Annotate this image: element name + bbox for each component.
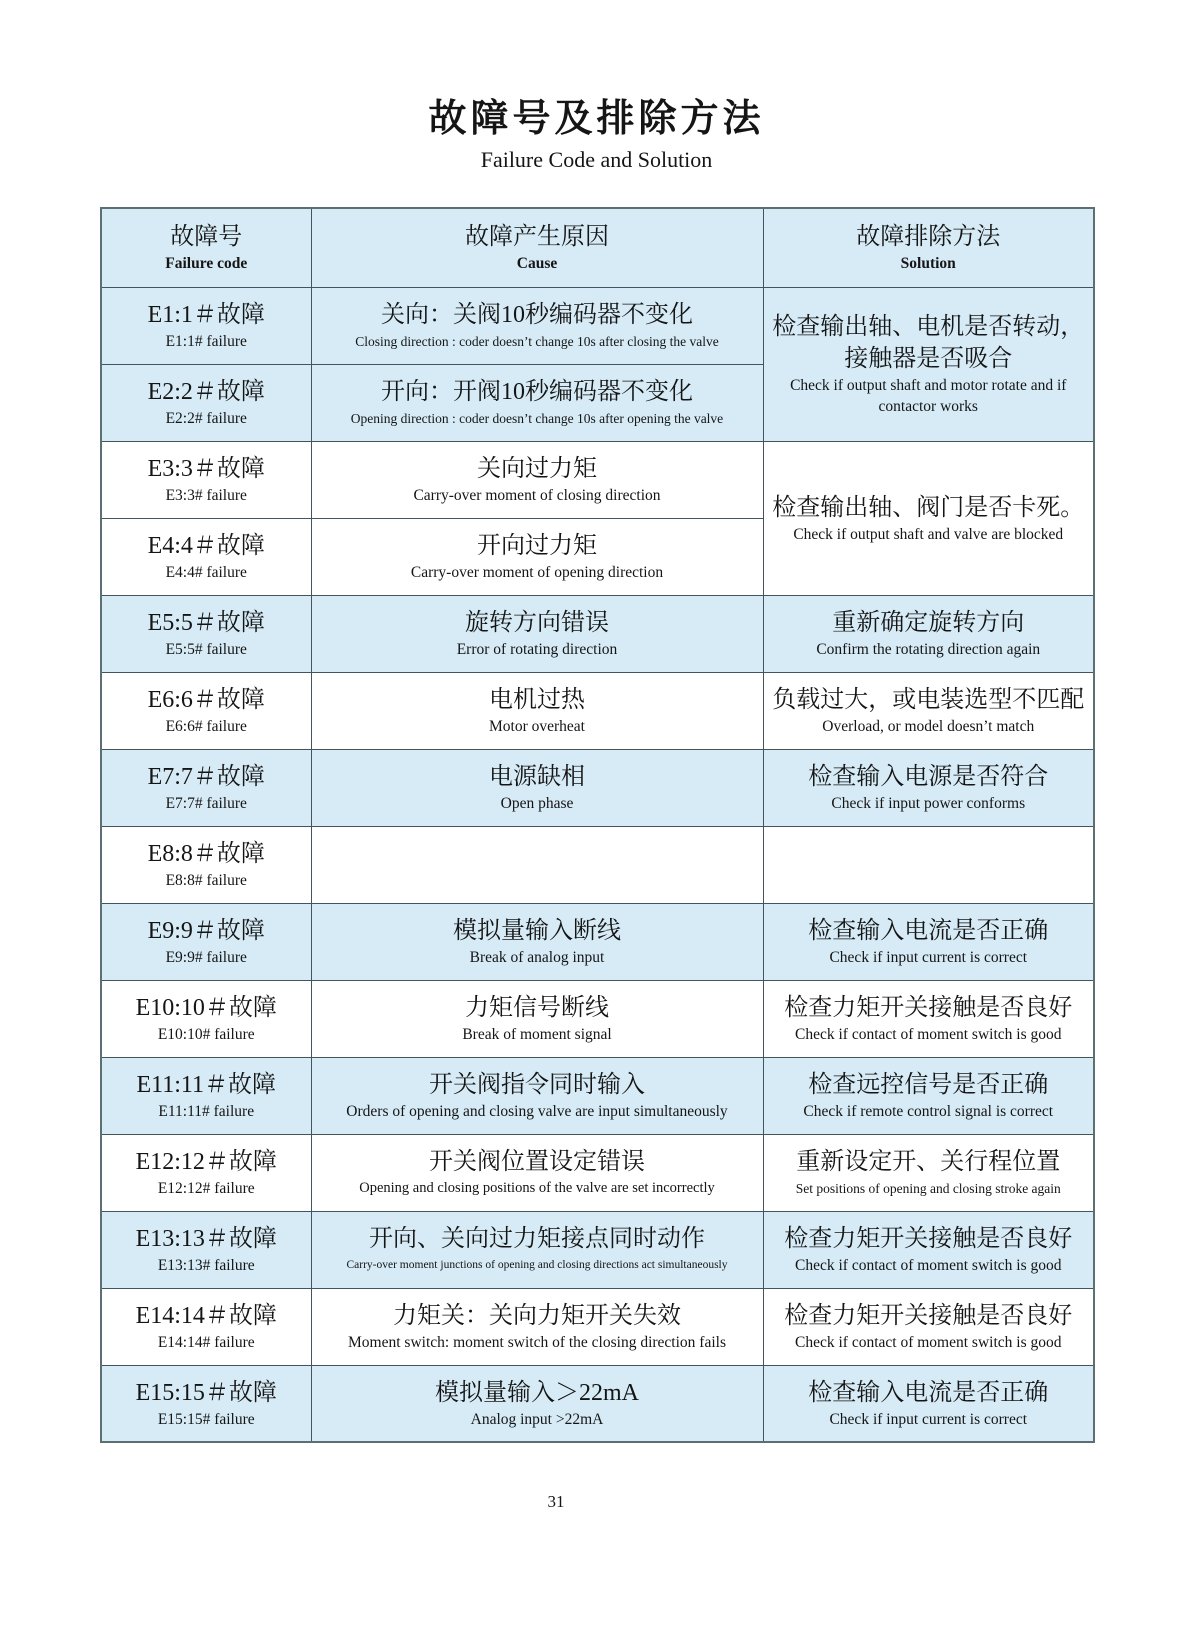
cause-cell <box>311 287 763 364</box>
solution-cell-empty <box>763 826 1094 903</box>
code-en: E9:9# failure <box>165 949 247 966</box>
code-zh: E8:8＃故障 <box>147 841 265 867</box>
code-cell <box>101 903 311 980</box>
code-zh: E6:6＃故障 <box>147 687 265 713</box>
solution-zh: 检查输出轴、阀门是否卡死。 <box>772 494 1085 521</box>
cause-zh: 开关阀位置设定错误 <box>429 1149 645 1175</box>
solution-cell-merged-e3-e4 <box>763 441 1094 595</box>
cause-en: Opening direction : coder doesn’t change 10s after opening the valve <box>350 411 724 426</box>
code-zh: E14:14＃故障 <box>135 1303 277 1329</box>
header-failure-code-en: Failure code <box>165 255 248 273</box>
cause-en: Analog input >22mA <box>470 1410 604 1428</box>
table-row-e6 <box>101 672 1094 749</box>
solution-zh: 检查输入电流是否正确 <box>808 918 1049 944</box>
cause-cell <box>311 903 763 980</box>
code-en: E13:13# failure <box>157 1257 255 1274</box>
cause-en: Moment switch: moment switch of the closing direction fails <box>348 1334 726 1351</box>
cause-zh: 开向：开阀10秒编码器不变化 <box>381 379 693 405</box>
code-zh: E9:9＃故障 <box>147 918 265 944</box>
code-cell <box>101 518 311 595</box>
table-row-e12 <box>101 1134 1094 1211</box>
cause-zh: 模拟量输入＞22mA <box>435 1379 639 1406</box>
code-cell <box>101 441 311 518</box>
code-cell <box>101 1288 311 1365</box>
code-cell <box>101 980 311 1057</box>
code-en: E3:3# failure <box>165 487 247 504</box>
cause-cell <box>311 518 763 595</box>
cause-zh: 关向过力矩 <box>477 456 597 482</box>
code-zh: E1:1＃故障 <box>147 302 265 328</box>
code-zh: E4:4＃故障 <box>147 533 265 559</box>
header-solution-en: Solution <box>900 255 956 273</box>
page-title-en: Failure Code and Solution <box>480 147 713 172</box>
table-row-e10 <box>101 980 1094 1057</box>
cause-zh: 关向：关阀10秒编码器不变化 <box>381 302 693 328</box>
cause-cell <box>311 441 763 518</box>
code-zh: E10:10＃故障 <box>135 995 277 1021</box>
code-en: E1:1# failure <box>165 333 247 350</box>
cause-en: Error of rotating direction <box>456 641 618 658</box>
cause-zh: 模拟量输入断线 <box>453 918 621 944</box>
header-failure-code-zh: 故障号 <box>170 224 243 251</box>
code-zh: E7:7＃故障 <box>147 764 265 790</box>
cause-zh: 电源缺相 <box>489 764 585 790</box>
solution-en: Check if remote control signal is correct <box>803 1103 1054 1120</box>
solution-cell <box>763 1057 1094 1134</box>
solution-zh: 检查力矩开关接触是否良好 <box>784 1226 1073 1252</box>
table-header-row <box>101 208 1094 287</box>
code-zh: E15:15＃故障 <box>135 1379 277 1406</box>
cause-cell <box>311 672 763 749</box>
table-row-e8 <box>101 826 1094 903</box>
cause-cell <box>311 749 763 826</box>
cause-en: Opening and closing positions of the valve are set incorrectly <box>359 1180 715 1196</box>
cause-zh: 电机过热 <box>489 687 585 713</box>
solution-zh: 重新设定开、关行程位置 <box>796 1149 1061 1175</box>
code-cell <box>101 672 311 749</box>
code-cell <box>101 595 311 672</box>
code-zh: E3:3＃故障 <box>147 456 265 482</box>
table-row-e3 <box>101 441 1094 518</box>
solution-zh: 检查输出轴、电机是否转动，接触器是否吸合 <box>772 314 1085 372</box>
table-row-e14 <box>101 1288 1094 1365</box>
solution-cell <box>763 1134 1094 1211</box>
code-en: E2:2# failure <box>165 410 247 427</box>
cause-cell <box>311 595 763 672</box>
code-en: E15:15# failure <box>157 1410 255 1428</box>
code-cell <box>101 1057 311 1134</box>
cause-en: Closing direction : coder doesn’t change 10s after closing the valve <box>355 334 719 349</box>
code-en: E8:8# failure <box>165 872 247 889</box>
header-cause <box>311 208 763 287</box>
code-cell <box>101 826 311 903</box>
solution-en: Check if output shaft and valve are blocked <box>793 525 1064 543</box>
table-row-e9 <box>101 903 1094 980</box>
code-zh: E2:2＃故障 <box>147 379 265 405</box>
page-title-zh: 故障号及排除方法 <box>428 98 765 140</box>
header-cause-en: Cause <box>516 255 558 273</box>
solution-cell <box>763 595 1094 672</box>
cause-zh: 开关阀指令同时输入 <box>429 1072 645 1098</box>
cause-en: Break of moment signal <box>462 1026 612 1043</box>
solution-zh: 检查输入电流是否正确 <box>808 1379 1049 1406</box>
code-cell <box>101 749 311 826</box>
solution-cell <box>763 1365 1094 1442</box>
solution-zh: 重新确定旋转方向 <box>832 610 1025 636</box>
cause-cell <box>311 980 763 1057</box>
solution-en: Check if output shaft and motor rotate and if contactor works <box>790 377 1067 415</box>
cause-en: Carry-over moment of closing direction <box>413 487 661 504</box>
cause-zh: 力矩信号断线 <box>465 995 609 1021</box>
table-row-e13 <box>101 1211 1094 1288</box>
table-row-e7 <box>101 749 1094 826</box>
code-zh: E5:5＃故障 <box>147 610 265 636</box>
cause-en: Motor overheat <box>489 718 585 735</box>
solution-en: Set positions of opening and closing stroke again <box>795 1181 1061 1196</box>
table-row-e5 <box>101 595 1094 672</box>
solution-cell <box>763 980 1094 1057</box>
page-header <box>100 96 1093 174</box>
table-row-e1 <box>101 287 1094 364</box>
cause-cell-empty <box>311 826 763 903</box>
cause-zh: 力矩关：关向力矩开关失效 <box>393 1303 681 1329</box>
cause-cell <box>311 1211 763 1288</box>
code-en: E14:14# failure <box>157 1334 255 1351</box>
cause-zh: 开向、关向过力矩接点同时动作 <box>369 1226 705 1252</box>
table-row-e15 <box>101 1365 1094 1442</box>
cause-cell <box>311 364 763 441</box>
header-solution-zh: 故障排除方法 <box>856 224 1001 251</box>
header-solution <box>763 208 1094 287</box>
code-zh: E12:12＃故障 <box>135 1149 277 1175</box>
solution-en: Confirm the rotating direction again <box>816 641 1041 658</box>
solution-cell <box>763 1288 1094 1365</box>
solution-zh: 检查力矩开关接触是否良好 <box>784 995 1073 1021</box>
solution-zh: 检查远控信号是否正确 <box>808 1072 1049 1098</box>
cause-cell <box>311 1288 763 1365</box>
cause-en: Carry-over moment junctions of opening and closing directions act simultaneously <box>346 1259 728 1271</box>
solution-en: Check if input current is correct <box>829 949 1028 966</box>
code-cell <box>101 1365 311 1442</box>
table-row-e11 <box>101 1057 1094 1134</box>
code-zh: E13:13＃故障 <box>135 1226 277 1252</box>
cause-cell <box>311 1134 763 1211</box>
failure-code-table <box>100 207 1095 1443</box>
solution-en: Check if input current is correct <box>829 1410 1028 1428</box>
cause-zh: 旋转方向错误 <box>465 610 609 636</box>
code-en: E12:12# failure <box>157 1180 255 1197</box>
solution-cell <box>763 1211 1094 1288</box>
cause-en: Open phase <box>500 795 574 812</box>
code-en: E7:7# failure <box>165 795 247 812</box>
solution-en: Overload, or model doesn’t match <box>822 718 1035 735</box>
solution-cell <box>763 749 1094 826</box>
code-en: E5:5# failure <box>165 641 247 658</box>
cause-cell <box>311 1057 763 1134</box>
code-zh: E11:11＃故障 <box>136 1072 277 1098</box>
code-cell <box>101 287 311 364</box>
solution-cell-merged-e1-e2 <box>763 287 1094 441</box>
solution-en: Check if contact of moment switch is good <box>795 1026 1062 1043</box>
cause-en: Break of analog input <box>469 949 605 966</box>
solution-zh: 负载过大，或电装选型不匹配 <box>772 687 1085 713</box>
code-cell <box>101 1211 311 1288</box>
solution-zh: 检查输入电源是否符合 <box>808 764 1049 790</box>
cause-cell <box>311 1365 763 1442</box>
solution-cell <box>763 672 1094 749</box>
code-cell <box>101 1134 311 1211</box>
code-en: E6:6# failure <box>165 718 247 735</box>
solution-en: Check if input power conforms <box>831 795 1026 812</box>
code-en: E11:11# failure <box>158 1103 255 1120</box>
code-en: E10:10# failure <box>157 1026 255 1043</box>
cause-en: Carry-over moment of opening direction <box>410 564 664 581</box>
header-failure-code <box>101 208 311 287</box>
solution-zh: 检查力矩开关接触是否良好 <box>784 1303 1073 1329</box>
page-number: 31 <box>547 1492 565 1511</box>
solution-en: Check if contact of moment switch is good <box>795 1334 1062 1351</box>
code-en: E4:4# failure <box>165 564 247 581</box>
header-cause-zh: 故障产生原因 <box>465 224 609 251</box>
code-cell <box>101 364 311 441</box>
cause-zh: 开向过力矩 <box>477 533 597 559</box>
solution-en: Check if contact of moment switch is good <box>795 1257 1062 1274</box>
solution-cell <box>763 903 1094 980</box>
cause-en: Orders of opening and closing valve are input simultaneously <box>346 1103 728 1120</box>
